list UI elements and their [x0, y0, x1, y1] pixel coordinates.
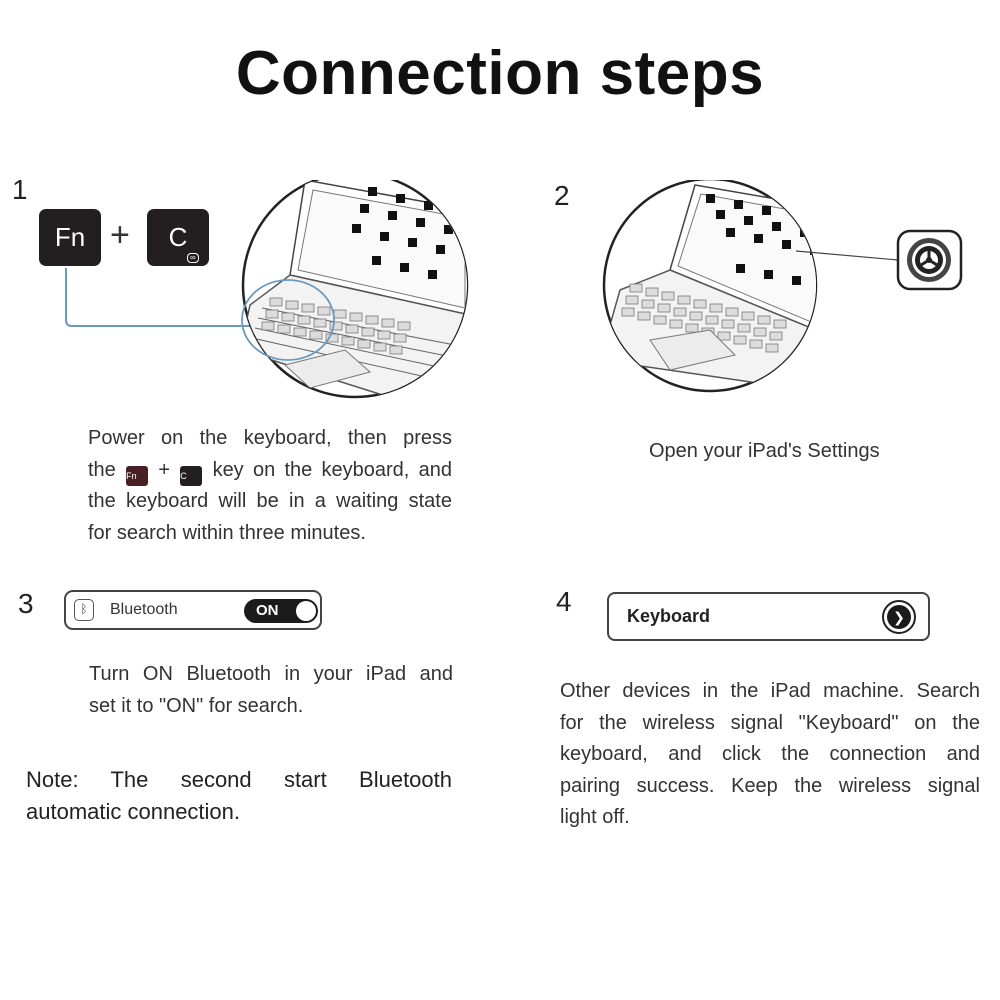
step-3-number: 3 — [18, 588, 34, 619]
fn-key-label: Fn — [54, 222, 86, 252]
step-1-line-1: Power on the keyboard, then press — [88, 427, 452, 449]
bluetooth-setting-row[interactable] — [64, 590, 322, 630]
chevron-right-icon[interactable]: ❯ — [882, 600, 916, 634]
step-4-line-1: Other devices in the iPad machine. Search — [560, 680, 980, 702]
settings-gear-icon — [898, 231, 961, 289]
bluetooth-toggle[interactable] — [244, 599, 318, 623]
keyboard-device-label: Keyboard — [627, 606, 711, 626]
step-1-line-2-prefix: the — [88, 458, 116, 481]
step-3-line-1: Turn ON Bluetooth in your iPad and — [89, 663, 453, 685]
toggle-on-label: ON — [256, 602, 279, 619]
step-4-number: 4 — [556, 586, 572, 617]
plus-sign: + — [110, 216, 130, 254]
step-2-text — [649, 436, 909, 468]
inline-fn-key: Fn — [126, 466, 148, 486]
step-4-line-5: light off. — [560, 806, 630, 828]
step-1-line-2-rest: key on the keyboard, and — [212, 458, 452, 481]
note-line-2: automatic connection. — [26, 799, 241, 824]
link-icon: ∞ — [187, 253, 199, 263]
step-1-text — [88, 423, 452, 549]
inline-plus: + — [158, 458, 171, 481]
note-text — [26, 764, 452, 828]
step-1-line-4: for search within three minutes. — [88, 521, 366, 544]
step-4-text — [560, 676, 980, 834]
toggle-knob — [296, 601, 316, 621]
step-3-line-2: set it to "ON" for search. — [89, 694, 304, 717]
inline-c-key: C — [180, 466, 202, 486]
step-1-line-2 — [88, 455, 452, 487]
step-2-number: 2 — [554, 180, 570, 211]
page-title: Connection steps — [235, 39, 765, 108]
step-2-line-1: Open your iPad's Settings — [649, 440, 880, 462]
step-1-number: 1 — [12, 174, 28, 205]
step-4-line-2: for the wireless signal "Keyboard" on the — [560, 711, 980, 734]
note-line-1: Note: The second start Bluetooth — [26, 767, 452, 792]
laptop-illustration-1 — [0, 180, 480, 410]
bluetooth-icon: ᛒ — [74, 599, 94, 621]
step-1-line-3: the keyboard will be in a waiting state — [88, 490, 452, 512]
step-4-line-3: keyboard, and click the connection and — [560, 743, 980, 765]
c-key-label: C — [168, 222, 188, 252]
bluetooth-label: Bluetooth — [110, 601, 178, 618]
keyboard-device-row[interactable] — [607, 592, 930, 641]
step-4-line-4: pairing success. Keep the wireless signal — [560, 774, 980, 797]
step-3-text — [89, 659, 453, 722]
laptop-illustration-2 — [600, 180, 980, 410]
